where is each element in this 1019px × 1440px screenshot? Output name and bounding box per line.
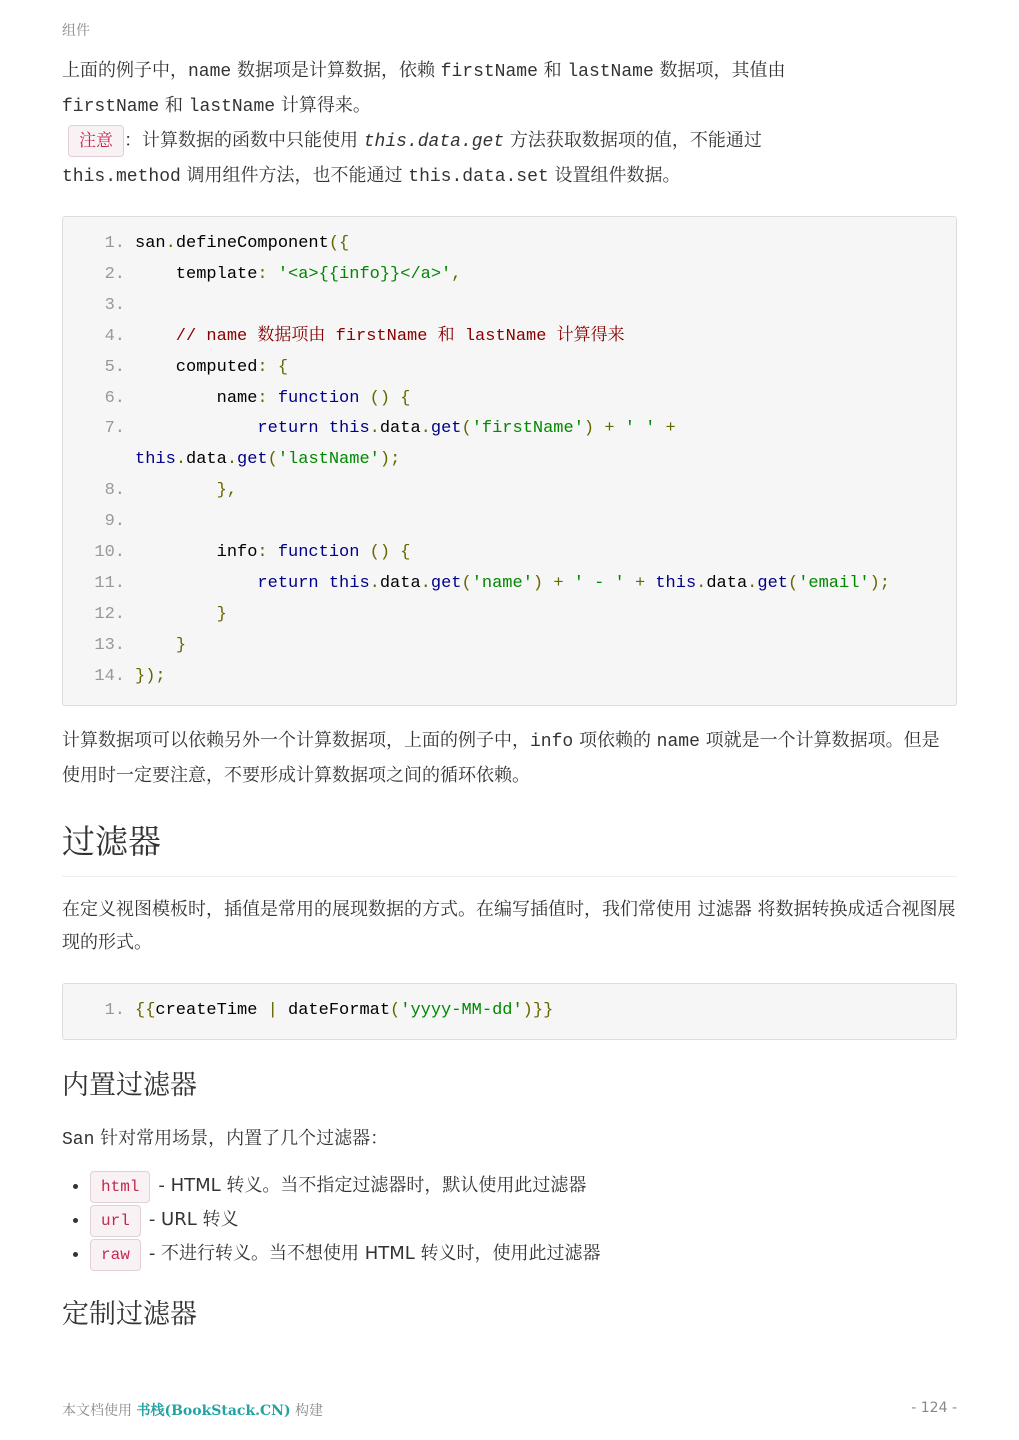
text: 计算数据项可以依赖另外一个计算数据项，上面的例子中， (62, 729, 530, 751)
line-number: 7. (104, 419, 125, 439)
filter-name: raw (90, 1239, 141, 1271)
dependency-paragraph (62, 724, 957, 792)
code-token: data (186, 450, 227, 470)
main-content (62, 54, 957, 1335)
heading-builtin-filters: 内置过滤器 (62, 1069, 197, 1101)
code-line (73, 353, 946, 384)
line-number: 5. (104, 357, 125, 377)
inline-term: 过滤器 (697, 898, 752, 920)
code-token: () (369, 388, 391, 408)
code-token: this (328, 573, 370, 593)
code-token (655, 419, 665, 438)
builtin-intro (62, 1122, 957, 1157)
code-token: return (257, 573, 319, 593)
code-text (125, 291, 145, 322)
text: 项依赖的 (573, 729, 657, 751)
code-line (73, 322, 946, 353)
line-number: 3. (104, 295, 125, 315)
code-text (125, 662, 166, 693)
code-token: function (277, 388, 360, 408)
code-token: ( (390, 1000, 401, 1020)
code-token (645, 574, 655, 593)
code-token: get (430, 419, 462, 439)
code-token: , (451, 264, 462, 284)
line-number: 6. (104, 388, 125, 408)
code-token: get (757, 573, 788, 593)
code-token: get (237, 450, 268, 470)
code-token: ) (532, 573, 544, 593)
code-text (125, 476, 237, 507)
code-token: 'name' (471, 573, 533, 593)
code-line (73, 414, 946, 445)
code-token: get (430, 573, 462, 593)
text: 上面的例子中， (62, 60, 188, 81)
code-token (359, 389, 369, 408)
code-token: . (369, 419, 380, 439)
text: 计算得来。 (275, 95, 371, 116)
code-token: ); (869, 573, 891, 593)
code-text (125, 260, 461, 291)
note-badge: 注意 (68, 125, 124, 157)
code-token: { (400, 543, 411, 563)
filters-intro (62, 893, 957, 959)
code-text (125, 507, 145, 538)
code-text (125, 414, 676, 445)
code-token: defineComponent (175, 234, 329, 253)
code-token: { (400, 388, 411, 408)
text: 数据项是计算数据，依赖 (231, 60, 441, 81)
code-line (73, 229, 946, 260)
code-block-filter-example (62, 983, 957, 1040)
code-token: computed (135, 357, 258, 377)
code-line (73, 996, 946, 1027)
code-token (268, 389, 278, 408)
code-line (73, 445, 946, 476)
code-text (125, 445, 400, 476)
code-token: ( (267, 450, 278, 470)
code-token (268, 543, 278, 562)
filter-description: - 不进行转义。当不想使用 HTML 转义时，使用此过滤器 (148, 1242, 601, 1264)
code-token: this (135, 450, 176, 470)
code-token: ( (461, 419, 472, 439)
text: 将数据转换成适合视图展现的形式。 (62, 898, 956, 953)
list-item (90, 1237, 957, 1271)
line-number: 1. (104, 234, 125, 253)
code-token (390, 389, 400, 408)
line-number (73, 445, 125, 476)
code-token: createTime (155, 1000, 268, 1020)
inline-code: this.data.set (408, 167, 549, 187)
code-token: ( (461, 573, 472, 593)
line-number: 2. (104, 264, 125, 284)
code-token: data (706, 573, 748, 593)
inline-code: firstName (440, 62, 538, 82)
code-token: data (379, 419, 421, 439)
code-token: info (135, 543, 258, 563)
code-line (73, 384, 946, 415)
code-token: san (135, 234, 166, 253)
code-token: . (747, 573, 758, 593)
code-token: template (135, 264, 258, 284)
page-number: - 124 - (911, 1400, 957, 1416)
code-token: () (369, 543, 391, 563)
inline-code: San (62, 1129, 95, 1150)
text: ：计算数据的函数中只能使用 (124, 130, 364, 151)
code-line (73, 569, 946, 600)
code-token (543, 574, 553, 593)
code-token (135, 512, 145, 531)
code-token (135, 296, 145, 315)
text: 和 (159, 95, 189, 116)
inline-code: name (188, 62, 232, 82)
line-number: 13. (94, 635, 125, 655)
code-token: function (277, 543, 360, 563)
text: 针对常用场景，内置了几个过滤器： (94, 1127, 389, 1149)
inline-code: lastName (188, 97, 276, 117)
code-token: this (655, 573, 697, 593)
code-token: ); (379, 450, 401, 470)
code-token (268, 358, 278, 377)
code-text (125, 229, 349, 260)
intro-paragraph (62, 54, 957, 124)
footer-brand-link[interactable]: 书栈(BookStack.CN) (136, 1403, 291, 1419)
code-line (73, 507, 946, 538)
filter-name: html (90, 1171, 150, 1203)
list-item (90, 1203, 957, 1237)
code-token: ({ (328, 234, 350, 253)
code-line (73, 260, 946, 291)
code-token: name (135, 388, 258, 408)
filter-description: - URL 转义 (148, 1208, 239, 1230)
inline-code: firstName (62, 97, 160, 117)
inline-code: lastName (567, 62, 654, 82)
code-token: | (267, 1000, 278, 1020)
code-token: } (175, 635, 187, 655)
code-token (135, 419, 257, 438)
code-token (594, 419, 604, 438)
code-token: ( (787, 573, 799, 593)
filter-name: url (90, 1205, 141, 1237)
heading-custom-filters: 定制过滤器 (62, 1298, 197, 1330)
code-text (125, 996, 553, 1027)
line-number: 9. (104, 512, 125, 532)
code-token: { (277, 357, 289, 377)
footer-text: 本文档使用 (62, 1403, 137, 1419)
text: 设置组件数据。 (548, 165, 681, 186)
code-token: : (257, 357, 268, 377)
line-number: 11. (94, 573, 125, 593)
text: 在定义视图模板时，插值是常用的展现数据的方式。在编写插值时，我们常使用 (62, 898, 698, 920)
code-token: 'firstName' (471, 419, 584, 439)
inline-code: name (656, 731, 700, 752)
code-token: : (257, 543, 268, 563)
code-token (135, 605, 217, 624)
line-number: 4. (104, 326, 125, 346)
code-token: + (604, 419, 615, 439)
code-token (319, 574, 329, 593)
code-line (73, 662, 946, 693)
code-token: return (257, 419, 319, 439)
code-token: {{ (135, 1000, 156, 1020)
code-token (135, 574, 257, 593)
list-item (90, 1169, 957, 1203)
code-token: . (696, 573, 707, 593)
code-token: . (165, 234, 176, 253)
code-token: . (420, 573, 431, 593)
code-token (390, 543, 400, 562)
code-line (73, 476, 946, 507)
code-token (268, 265, 278, 284)
code-token: }); (135, 666, 166, 686)
code-token (359, 543, 369, 562)
code-token: . (175, 450, 187, 470)
code-token: : (257, 388, 268, 408)
text: 项就是一个计算数据项。但是使用时一定要注意，不要形成计算数据项之间的循环依赖。 (62, 729, 940, 786)
heading-filters: 过滤器 (62, 820, 957, 877)
code-token: data (379, 573, 421, 593)
code-token (135, 636, 176, 655)
code-token: } (216, 604, 227, 624)
code-token (564, 574, 574, 593)
text: 调用组件方法，也不能通过 (180, 165, 409, 186)
code-token (319, 419, 329, 438)
code-token (135, 481, 217, 500)
code-token: }, (216, 481, 238, 501)
inline-code: info (530, 731, 574, 752)
note-paragraph (62, 124, 957, 194)
code-text (125, 569, 890, 600)
code-line (73, 600, 946, 631)
page-footer (62, 1400, 957, 1420)
code-token: + (634, 573, 646, 593)
code-token: ' - ' (573, 573, 625, 593)
code-token: + (665, 419, 676, 439)
code-line (73, 291, 946, 322)
code-token: // name 数据项由 firstName 和 lastName 计算得来 (135, 326, 625, 346)
text: 方法获取数据项的值，不能通过 (504, 130, 762, 151)
line-number: 8. (104, 481, 125, 501)
code-text (125, 322, 625, 353)
code-token: ) (583, 419, 595, 439)
code-text (125, 600, 227, 631)
code-token (625, 574, 635, 593)
code-token: 'yyyy-MM-dd' (400, 1000, 523, 1020)
inline-code: this.data.get (363, 132, 505, 152)
code-text (125, 538, 410, 569)
code-token: ' ' (624, 419, 656, 439)
code-block-computed (62, 216, 957, 706)
code-token: . (226, 450, 238, 470)
code-token: dateFormat (277, 1000, 391, 1020)
code-token: . (420, 419, 431, 439)
code-token: . (369, 573, 380, 593)
code-token: 'email' (798, 573, 870, 593)
code-text (125, 384, 410, 415)
code-line (73, 538, 946, 569)
line-number: 1. (104, 1000, 125, 1020)
code-token: this (328, 419, 370, 439)
text: 数据项，其值由 (653, 60, 786, 81)
line-number: 10. (94, 543, 125, 563)
code-token: '<a>{{info}}</a>' (277, 264, 452, 284)
code-token: 'lastName' (277, 450, 380, 470)
code-token: + (553, 573, 564, 593)
code-text (125, 631, 186, 662)
code-text (125, 353, 288, 384)
code-token (615, 419, 625, 438)
footer-text: 构建 (290, 1403, 324, 1419)
chapter-header: 组件 (62, 23, 90, 39)
line-number: 14. (94, 666, 125, 686)
inline-code: this.method (62, 167, 181, 187)
line-number: 12. (94, 604, 125, 624)
builtin-filter-list (62, 1169, 957, 1271)
code-line (73, 631, 946, 662)
text: 和 (537, 60, 568, 81)
filter-description: - HTML 转义。当不指定过滤器时，默认使用此过滤器 (158, 1174, 587, 1196)
code-token: : (257, 264, 268, 284)
code-token: )}} (522, 1000, 554, 1020)
